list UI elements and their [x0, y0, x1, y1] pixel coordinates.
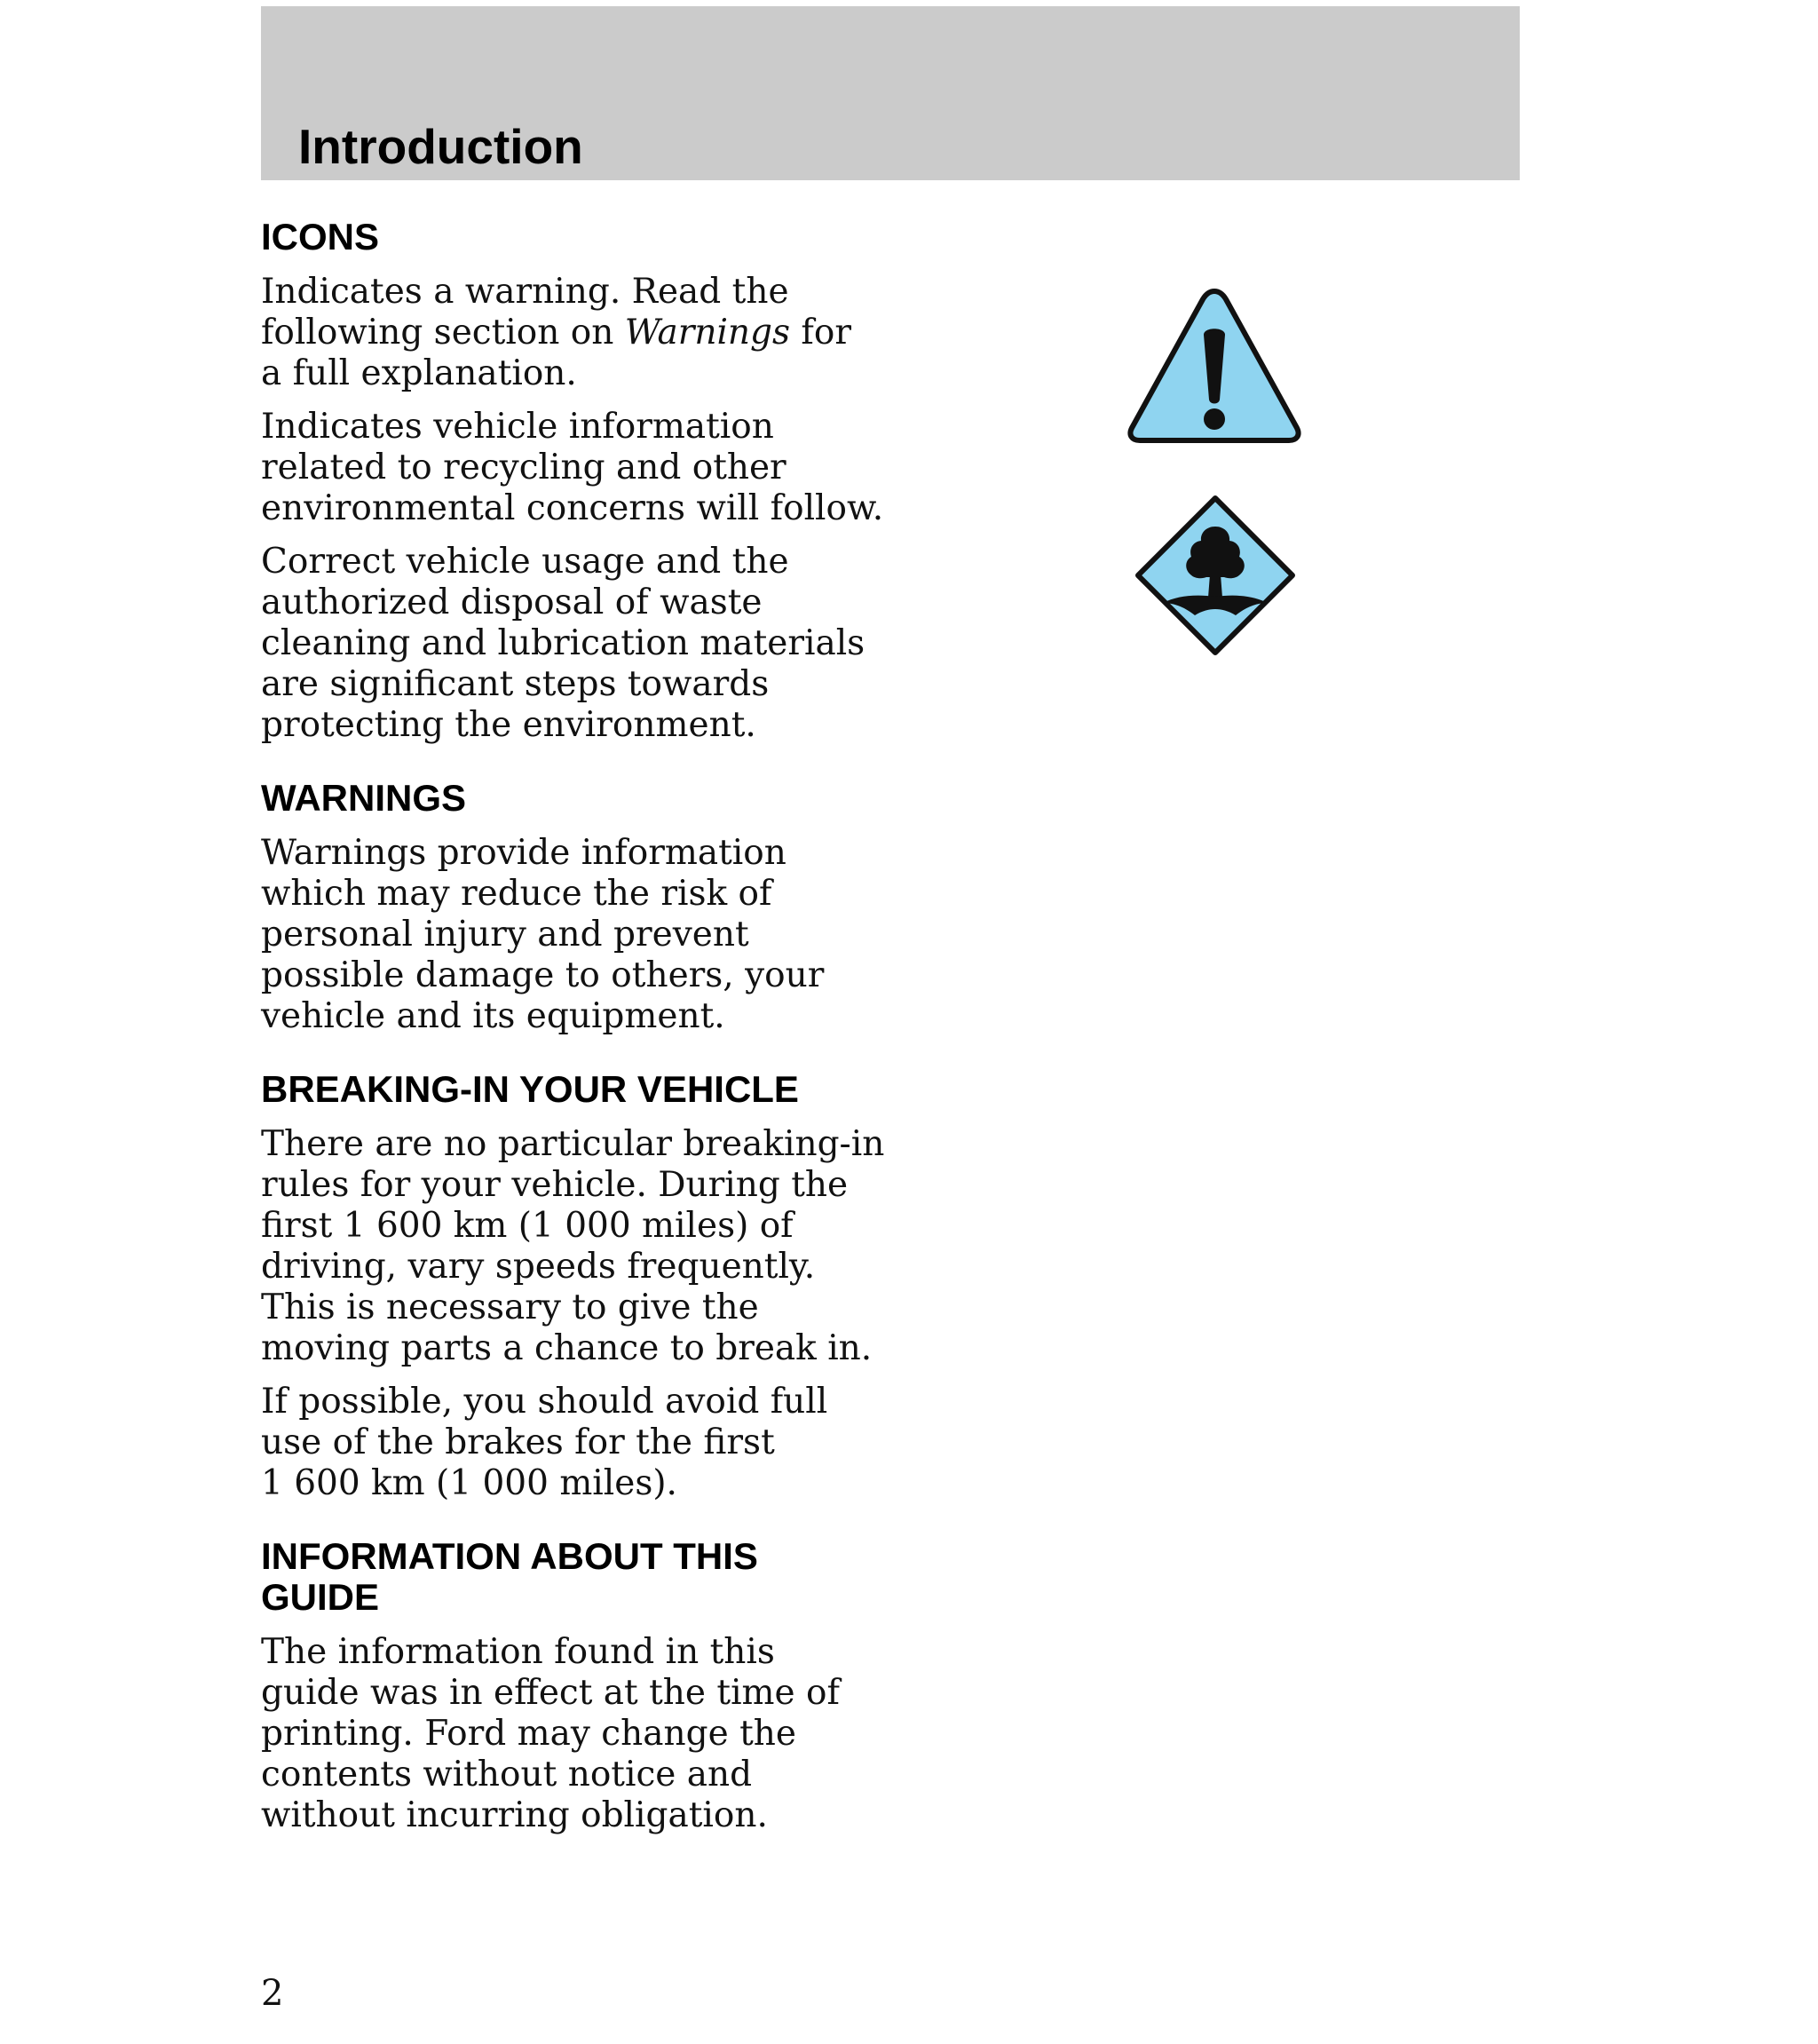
- warning-icon-description: [261, 272, 900, 394]
- breaking-in-paragraph-1: There are no particular breaking-in rules for your vehicle. During the first 1 600 km (1 000 miles) of driving, vary speeds frequently. This is necessary to give the moving parts a chance to break in.: [261, 1124, 885, 1368]
- warnings-section-body: [261, 833, 900, 1037]
- header-band: [261, 6, 1520, 180]
- breaking-in-section-body: [261, 1124, 900, 1504]
- warning-desc-after: for a full explanation.: [261, 313, 851, 393]
- environment-icon-description: Indicates vehicle information related to recycling and other environmental concerns will follow.: [261, 407, 884, 528]
- guide-info-paragraph: The information found in this guide was in effect at the time of printing. Ford may change the contents without notice and without incurring obligation.: [261, 1632, 840, 1835]
- icons-section-body: [261, 272, 900, 746]
- breaking-in-heading: BREAKING-IN YOUR VEHICLE: [261, 1068, 799, 1110]
- exclamation-dot: [1204, 408, 1225, 430]
- warnings-paragraph: Warnings provide information which may reduce the risk of personal injury and prevent possible damage to others, your vehicle and its equipment.: [261, 833, 825, 1036]
- tree-trunk: [1208, 574, 1222, 598]
- warning-desc-before: Indicates a warning. Read the following section on: [261, 272, 789, 353]
- main-content: [261, 217, 900, 1836]
- guide-info-section-body: [261, 1632, 900, 1836]
- warning-triangle-icon: [1126, 286, 1303, 444]
- guide-info-heading: INFORMATION ABOUT THIS GUIDE: [261, 1535, 758, 1618]
- breaking-in-paragraph-2: If possible, you should avoid full use of the brakes for the first 1 600 km (1 000 miles).: [261, 1382, 828, 1503]
- icons-heading: ICONS: [261, 216, 380, 257]
- environment-detail-paragraph: Correct vehicle usage and the authorized disposal of waste cleaning and lubrication materials are significant steps towards protecting the environment.: [261, 542, 866, 745]
- page-title: Introduction: [298, 119, 583, 174]
- page-number: 2: [261, 1973, 284, 2014]
- warnings-reference: Warnings: [624, 313, 791, 353]
- environment-tree-icon: [1133, 493, 1298, 658]
- warnings-heading: WARNINGS: [261, 777, 466, 819]
